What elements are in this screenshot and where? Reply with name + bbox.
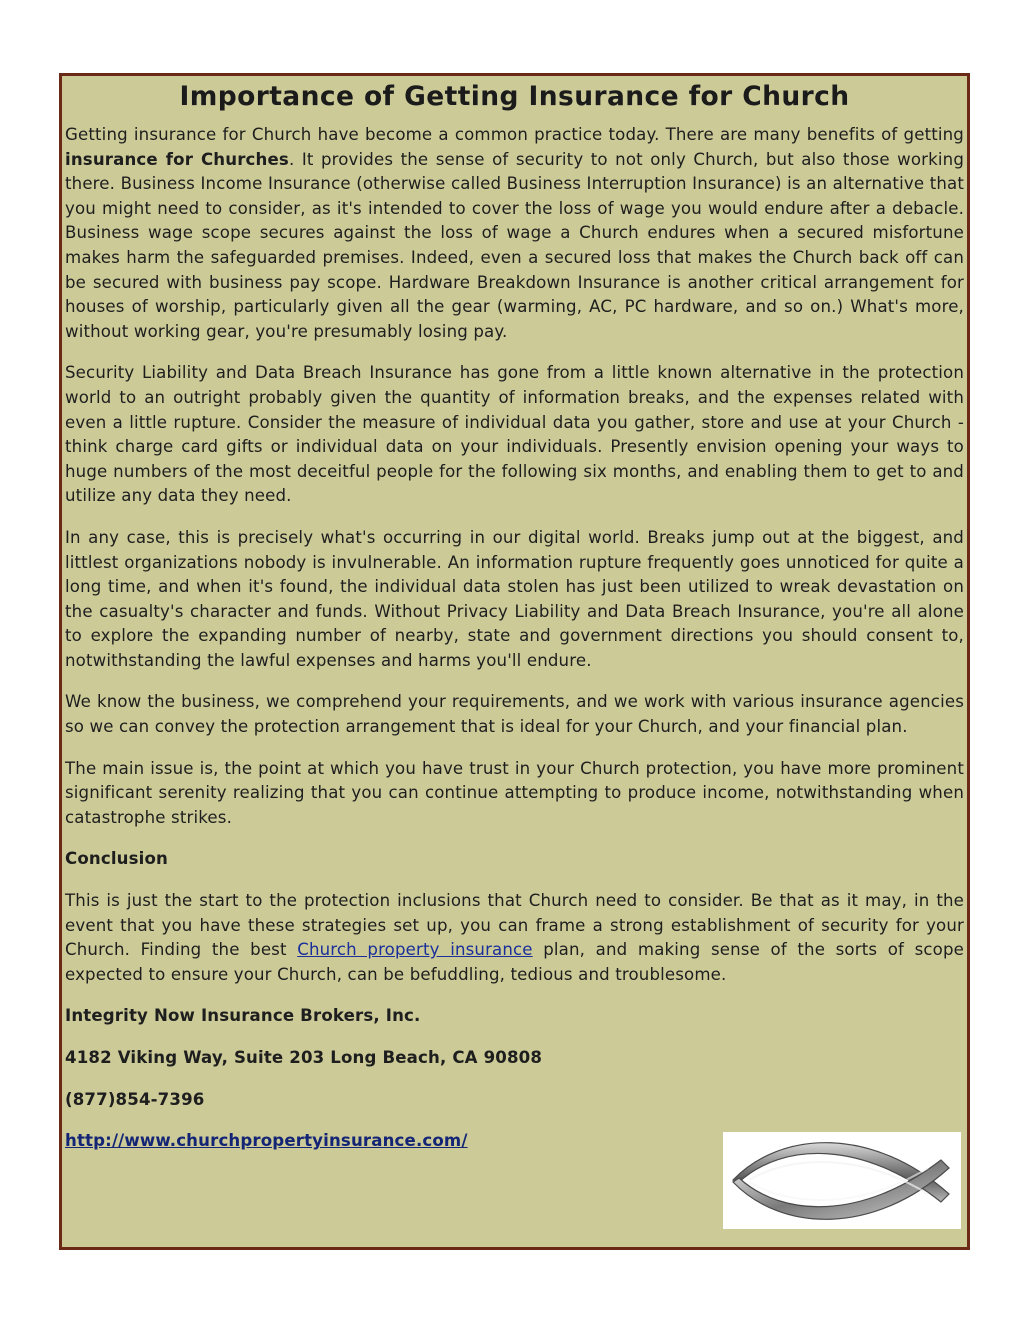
paragraph-conclusion-start: This is just the start to the protection inclusions that Church need to consider. Be that as it may, in the event that you have these strategies set up, you can frame a strong establishment of security for your Church. Finding the best — [65, 891, 964, 960]
paragraph-conclusion-end: plan, and making sense of the sorts of scope expected to ensure your Church, can be befuddling, tedious and troublesome. — [65, 940, 964, 984]
ichthys-fish-icon — [723, 1132, 961, 1229]
church-property-insurance-link[interactable]: Church property insurance — [297, 940, 533, 960]
company-name: Integrity Now Insurance Brokers, Inc. — [65, 1006, 421, 1026]
paragraph-conclusion — [65, 889, 964, 987]
paragraph-business: We know the business, we comprehend your requirements, and we work with various insurance agencies so we can convey the protection arrangement that is ideal for your Church, and your financial plan. — [65, 692, 964, 737]
page-title: Importance of Getting Insurance for Church — [179, 81, 850, 112]
company-website-link[interactable]: http://www.churchpropertyinsurance.com/ — [65, 1131, 468, 1151]
company-phone: (877)854-7396 — [65, 1089, 205, 1109]
paragraph-intro-start: Getting insurance for Church have become a common practice today. There are many benefits of getting — [65, 125, 964, 144]
paragraph-digital-world: In any case, this is precisely what's occurring in our digital world. Breaks jump out at the biggest, and littlest organizations nobody is invulnerable. An information rupture frequently goes unnoticed for quite a long time, and when it's found, the individual data stolen has just been utilized to wreak devastation on the casualty's character and funds. Without Privacy Liability and Data Breach Insurance, you're all alone to explore the expanding number of nearby, state and government directions you should consent to, notwithstanding the lawful expenses and harms you'll endure. — [65, 527, 964, 670]
paragraph-intro — [65, 123, 964, 344]
document-frame — [59, 73, 970, 1250]
paragraph-intro-bold: insurance for Churches — [65, 149, 289, 169]
paragraph-main-issue: The main issue is, the point at which you have trust in your Church protection, you have more prominent significant serenity realizing that you can continue attempting to produce income, notwithstanding when catastrophe strikes. — [65, 758, 964, 827]
paragraph-security-liability: Security Liability and Data Breach Insurance has gone from a little known alternative in the protection world to an outright probably given the quantity of information breaks, and the expenses related with even a little rupture. Consider the measure of individual data you gather, store and use at your Church - think charge card gifts or individual data on your individuals. Presently envision opening your ways to huge numbers of the most deceitful people for the following six months, and enabling them to get to and utilize any data they need. — [65, 363, 964, 506]
conclusion-heading: Conclusion — [65, 849, 169, 869]
paragraph-intro-end: . It provides the sense of security to not only Church, but also those working there. Business Income Insurance (otherwise called Business Interruption Insurance) is an alternative that you might need to consider, as it's intended to cover the loss of wage you would endure after a debacle. Business wage scope secures against the loss of wage a Church endures when a secured misfortune makes harm the safeguarded premises. Indeed, even a secured loss that makes the Church back off can be secured with business pay scope. Hardware Breakdown Insurance is another critical arrangement for houses of worship, particularly given all the gear (warming, AC, PC hardware, and so on.) What's more, without working gear, you're presumably losing pay. — [65, 149, 965, 341]
company-address: 4182 Viking Way, Suite 203 Long Beach, CA 90808 — [65, 1048, 543, 1067]
document-body — [65, 79, 964, 1154]
